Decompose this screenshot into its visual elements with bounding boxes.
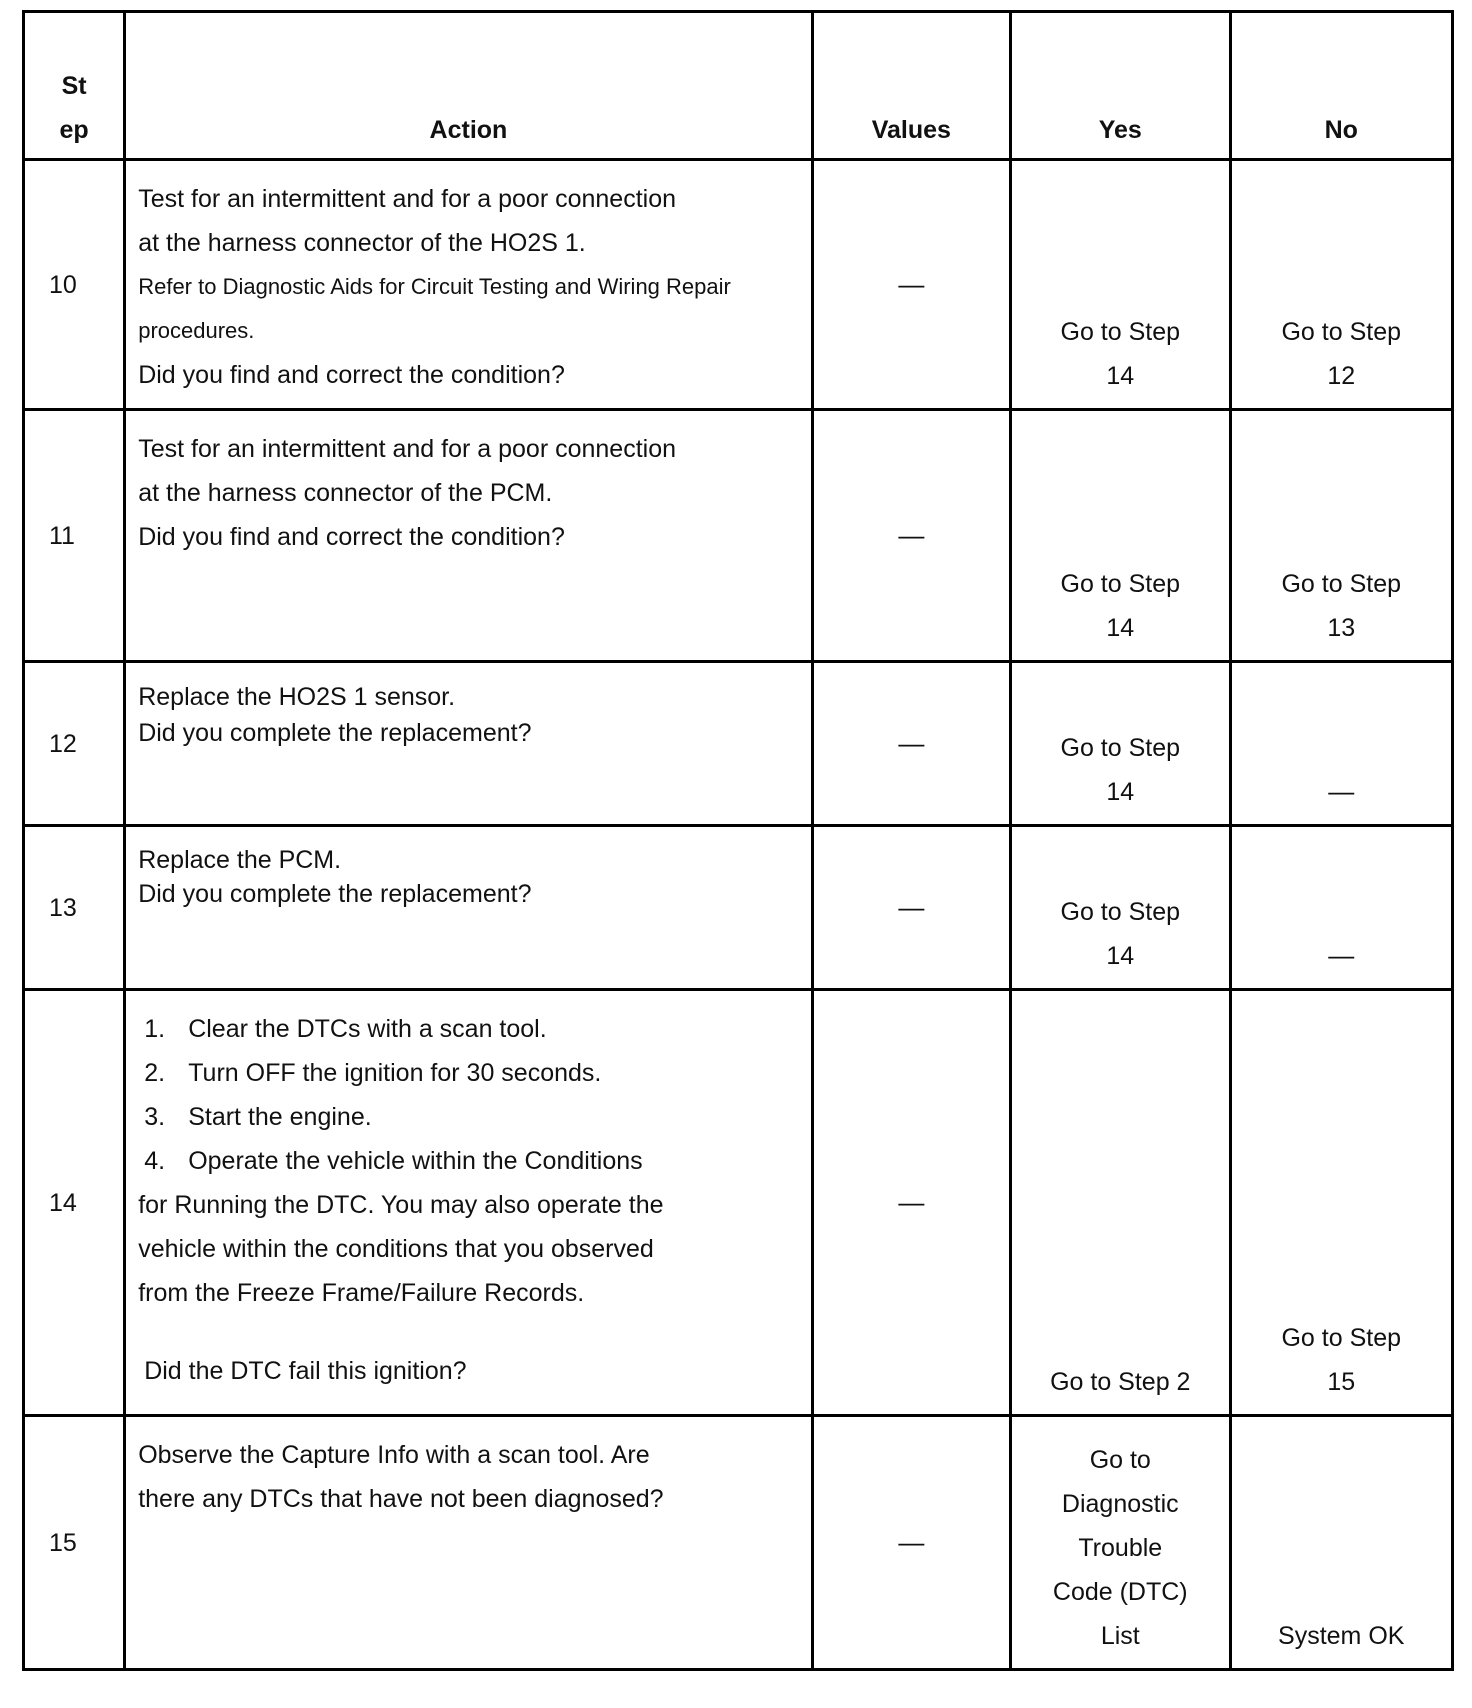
list-item [138,1095,798,1139]
no-cell [1230,1416,1453,1670]
header-step-line2: ep [59,116,89,144]
yes-cell [1011,410,1230,662]
table-row [24,990,1453,1416]
values-dash: — [898,1527,925,1557]
values-cell [812,160,1010,410]
header-yes: Yes [1011,12,1230,160]
yes-goto-step: 14 [1106,942,1135,970]
values-cell [812,662,1010,826]
values-dash: — [898,728,925,758]
yes-goto-label: Go to Step [1060,318,1181,346]
no-goto-label: Go to Step [1281,570,1402,598]
action-cell [125,160,812,410]
list-item [138,1139,798,1183]
diagnostic-table [22,10,1454,1671]
yes-goto-line: Go to [1089,1446,1151,1474]
action-cell [125,1416,812,1670]
yes-goto-line: List [1100,1622,1140,1650]
yes-goto-label: Go to Step [1060,734,1181,762]
action-line: vehicle within the conditions that you observed [138,1235,654,1263]
action-line: Test for an intermittent and for a poor connection [138,435,677,463]
step-number: 14 [24,990,125,1416]
step-number: 13 [24,826,125,990]
list-item-number: 1. [144,1015,166,1043]
action-question: Did you find and correct the condition? [138,523,565,551]
table-row [24,1416,1453,1670]
yes-goto-step: 14 [1106,362,1135,390]
header-action: Action [125,12,812,160]
table-row [24,410,1453,662]
no-goto-label: Go to Step [1281,1324,1402,1352]
values-dash: — [898,1187,925,1217]
action-line: Observe the Capture Info with a scan tool. Are [138,1441,650,1469]
yes-goto-label: Go to Step [1060,898,1181,926]
action-line: Refer to Diagnostic Aids for Circuit Testing and Wiring Repair [138,274,731,299]
list-item-number: 4. [144,1147,166,1175]
list-item-text: Operate the vehicle within the Conditions [188,1147,643,1175]
no-goto-step: 12 [1327,362,1356,390]
list-item [138,1007,798,1051]
list-item-text: Start the engine. [188,1103,372,1131]
yes-goto-line: Code (DTC) [1052,1578,1188,1606]
values-cell [812,1416,1010,1670]
list-item-text: Clear the DTCs with a scan tool. [188,1015,547,1043]
action-line: Replace the HO2S 1 sensor. [138,683,456,711]
header-no: No [1230,12,1453,160]
action-cell [125,990,812,1416]
no-cell [1230,160,1453,410]
table-row [24,662,1453,826]
header-step [24,12,125,160]
list-item-number: 2. [144,1059,166,1087]
values-dash: — [898,892,925,922]
values-dash: — [898,520,925,550]
list-item-number: 3. [144,1103,166,1131]
no-goto-step: 15 [1327,1368,1356,1396]
yes-cell [1011,826,1230,990]
table-row [24,826,1453,990]
no-goto-label: Go to Step [1281,318,1402,346]
yes-goto-step: 14 [1106,778,1135,806]
action-line: Test for an intermittent and for a poor connection [138,185,677,213]
header-step-line1: St [61,72,87,100]
values-dash: — [898,269,925,299]
yes-cell [1011,990,1230,1416]
action-question: Did you find and correct the condition? [138,361,565,389]
yes-goto-label: Go to Step [1060,570,1181,598]
table-row [24,160,1453,410]
header-values: Values [812,12,1010,160]
yes-cell [1011,1416,1230,1670]
action-question: there any DTCs that have not been diagnosed? [138,1485,664,1513]
action-cell [125,410,812,662]
no-goto-step: 13 [1327,614,1356,642]
action-line: from the Freeze Frame/Failure Records. [138,1279,585,1307]
no-cell [1230,990,1453,1416]
no-cell [1230,662,1453,826]
action-line: procedures. [138,318,255,343]
list-item [138,1051,798,1095]
yes-cell [1011,160,1230,410]
step-number: 10 [24,160,125,410]
values-cell [812,990,1010,1416]
step-number: 11 [24,410,125,662]
action-cell [125,662,812,826]
action-question: Did you complete the replacement? [138,719,532,747]
action-line: at the harness connector of the HO2S 1. [138,229,586,257]
action-question: Did you complete the replacement? [138,880,532,908]
no-dash: — [1328,940,1355,970]
action-line: at the harness connector of the PCM. [138,479,553,507]
yes-goto-step: Go to Step 2 [1050,1368,1191,1396]
action-line: Replace the PCM. [138,846,342,874]
no-cell [1230,826,1453,990]
step-number: 12 [24,662,125,826]
values-cell [812,826,1010,990]
yes-goto-line: Trouble [1078,1534,1163,1562]
action-question: Did the DTC fail this ignition? [144,1357,467,1385]
table-header-row [24,12,1453,160]
no-dash: — [1328,776,1355,806]
no-result: System OK [1278,1622,1405,1650]
step-number: 15 [24,1416,125,1670]
no-cell [1230,410,1453,662]
yes-goto-step: 14 [1106,614,1135,642]
yes-cell [1011,662,1230,826]
action-line: for Running the DTC. You may also operate the [138,1191,664,1219]
yes-goto-line: Diagnostic [1061,1490,1179,1518]
action-cell [125,826,812,990]
list-item-text: Turn OFF the ignition for 30 seconds. [188,1059,602,1087]
values-cell [812,410,1010,662]
